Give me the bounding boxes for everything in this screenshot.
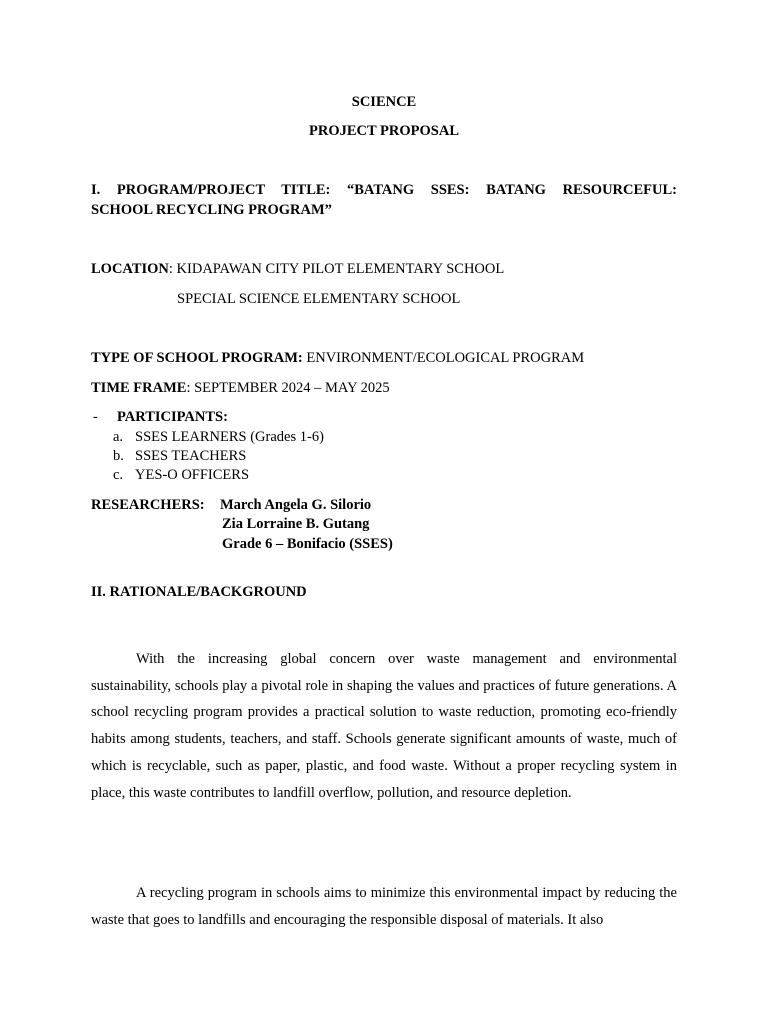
paragraph-text: A recycling program in schools aims to minimize this environmental impact by reducing the waste that goes to landfills and encouraging the responsible disposal of materials. It also bbox=[91, 885, 677, 928]
proposal-heading: PROJECT PROPOSAL bbox=[309, 123, 459, 139]
location-value: : KIDAPAWAN CITY PILOT ELEMENTARY SCHOOL bbox=[168, 261, 505, 277]
rationale-paragraph-1 bbox=[91, 646, 677, 806]
section-heading-rationale: II. RATIONALE/BACKGROUND bbox=[91, 584, 307, 600]
location-label: LOCATION bbox=[91, 261, 169, 277]
participants-bullet: - bbox=[93, 409, 98, 425]
participant-marker-b: b. bbox=[113, 448, 124, 464]
program-type-line bbox=[91, 350, 584, 367]
participant-item: SSES TEACHERS bbox=[135, 448, 247, 464]
subject-heading: SCIENCE bbox=[351, 94, 417, 110]
program-type-value: ENVIRONMENT/ECOLOGICAL PROGRAM bbox=[302, 350, 585, 366]
participant-item: SSES LEARNERS (Grades 1-6) bbox=[135, 429, 324, 445]
location-line bbox=[91, 261, 504, 278]
participant-marker-a: a. bbox=[113, 429, 124, 445]
participants-label: PARTICIPANTS: bbox=[117, 409, 228, 425]
researcher-name: Zia Lorraine B. Gutang bbox=[222, 516, 370, 532]
researcher-name: March Angela G. Silorio bbox=[220, 497, 372, 513]
time-frame-label: TIME FRAME bbox=[91, 380, 187, 396]
researcher-section: Grade 6 – Bonifacio (SSES) bbox=[222, 536, 393, 552]
time-frame-value: : SEPTEMBER 2024 – MAY 2025 bbox=[186, 380, 390, 396]
participant-item: YES-O OFFICERS bbox=[135, 467, 250, 483]
project-title-line1: I. PROGRAM/PROJECT TITLE: “BATANG SSES: BATANG RESOURCEFUL: bbox=[91, 182, 677, 198]
time-frame-line bbox=[91, 380, 390, 397]
participant-marker-c: c. bbox=[113, 467, 124, 483]
researchers-label: RESEARCHERS: bbox=[91, 497, 205, 513]
project-title-line2: SCHOOL RECYCLING PROGRAM” bbox=[91, 202, 332, 218]
location-value-2: SPECIAL SCIENCE ELEMENTARY SCHOOL bbox=[177, 291, 461, 307]
program-type-label: TYPE OF SCHOOL PROGRAM: bbox=[91, 350, 303, 366]
paragraph-text: With the increasing global concern over waste management and environmental sustainability, schools play a pivotal role in shaping the values and practices of future generations. A school recycling program provides a practical solution to waste reduction, promoting eco-friendly habits among students, teachers, and staff. Schools generate significant amounts of waste, much of which is recyclable, such as paper, plastic, and food waste. Without a proper recycling system in place, this waste contributes to landfill overflow, pollution, and resource depletion. bbox=[91, 651, 677, 801]
rationale-paragraph-2 bbox=[91, 880, 677, 933]
